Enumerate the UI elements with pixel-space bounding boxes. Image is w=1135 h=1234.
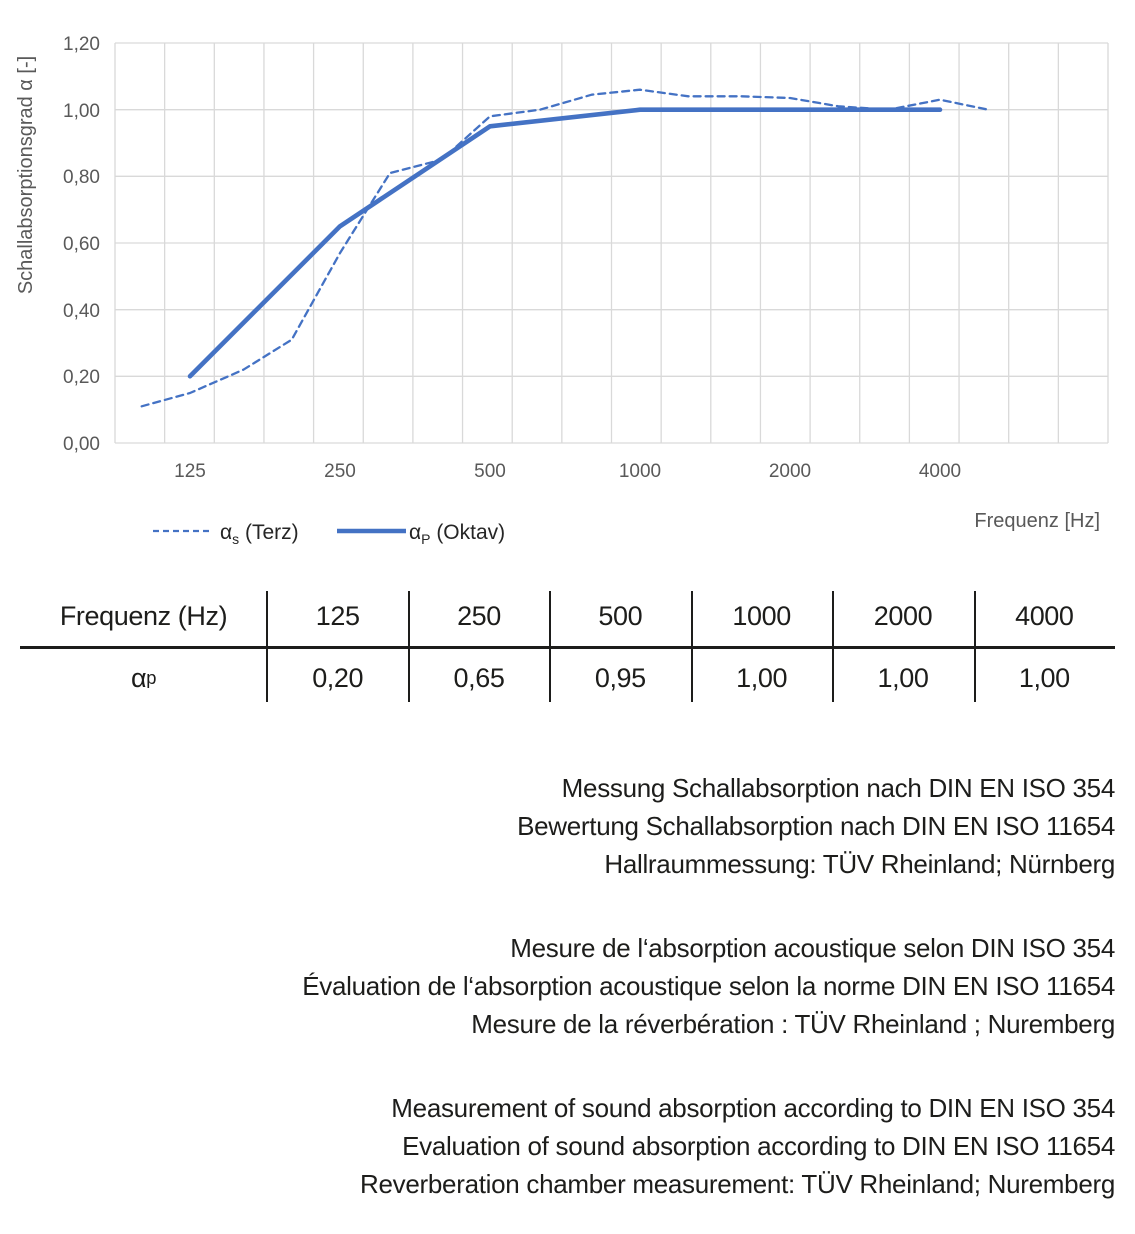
absorption-table (20, 586, 1115, 707)
legend-series-name: (Terz) (239, 521, 299, 544)
note-line: Evaluation of sound absorption according to DIN EN ISO 11654 (402, 1131, 1115, 1161)
legend-item-terz-label (220, 521, 299, 547)
table-column-divider (691, 591, 693, 702)
y-axis-tick-label: 1,20 (63, 34, 100, 55)
table-column-divider (974, 591, 976, 702)
chart-series (142, 90, 989, 407)
table-header-cell: 250 (457, 600, 501, 631)
note-line: Mesure de la réverbération : TÜV Rheinland ; Nuremberg (471, 1009, 1115, 1039)
table-column-divider (408, 591, 410, 702)
notes-german (20, 769, 1115, 883)
x-axis-tick-label: 2000 (768, 461, 812, 482)
note-line: Hallraummessung: TÜV Rheinland; Nürnberg (604, 849, 1115, 879)
alpha-symbol: α (130, 662, 147, 693)
x-axis-title: Frequenz [Hz] (974, 510, 1100, 532)
table-column-divider (549, 591, 551, 702)
legend-series-name: (Oktav) (430, 521, 506, 544)
legend-alpha: α (220, 521, 233, 544)
legend-alpha-subscript: P (421, 531, 431, 547)
table-value-cell: 1,00 (736, 662, 788, 693)
table-header-cell: 2000 (873, 600, 933, 631)
y-axis-tick-label: 0,00 (63, 434, 100, 455)
x-axis-tick-label: 1000 (618, 461, 662, 482)
absorption-chart (0, 0, 1135, 560)
series-alpha-s-terz (142, 90, 989, 407)
note-line: Évaluation de l‘absorption acoustique selon la norme DIN EN ISO 11654 (302, 971, 1115, 1001)
legend (153, 521, 505, 547)
table-header-cell: 125 (315, 600, 360, 631)
table-column-divider (266, 591, 268, 702)
y-axis-tick-label: 0,80 (63, 167, 100, 188)
note-line: Messung Schallabsorption nach DIN EN ISO 354 (561, 773, 1115, 803)
table-value-cell: 1,00 (1018, 662, 1070, 693)
note-line: Reverberation chamber measurement: TÜV Rheinland; Nuremberg (360, 1169, 1115, 1199)
table-header-cell: 1000 (732, 600, 791, 631)
table-value-cell: 0,95 (594, 662, 646, 693)
table-header-cell: Frequenz (Hz) (59, 600, 228, 631)
chart-area (0, 0, 1135, 560)
legend-alpha-subscript: s (232, 531, 240, 547)
x-axis-tick-label: 125 (174, 461, 206, 482)
x-axis-tick-label: 250 (324, 461, 356, 482)
table-value-cell: 0,65 (453, 662, 505, 693)
notes-english (20, 1089, 1115, 1203)
table-value-cell: 0,20 (312, 662, 364, 693)
y-axis-tick-label: 1,00 (63, 101, 100, 122)
note-line: Bewertung Schallabsorption nach DIN EN ISO 11654 (517, 811, 1115, 841)
legend-alpha: α (409, 521, 422, 544)
notes-section (20, 769, 1115, 1203)
table-column-divider (832, 591, 834, 702)
notes-french (20, 929, 1115, 1043)
x-axis-tick-label: 4000 (918, 461, 962, 482)
table-header-cell: 4000 (1015, 600, 1074, 631)
legend-item-oktav-label (409, 521, 505, 547)
note-line: Mesure de l‘absorption acoustique selon DIN ISO 354 (510, 933, 1115, 963)
alpha-p-row-label: α p (130, 662, 157, 693)
x-axis-tick-label: 500 (474, 461, 506, 482)
y-axis-tick-label: 0,60 (63, 234, 100, 255)
y-axis-tick-label: 0,40 (63, 301, 100, 322)
table-header-cell: 500 (598, 600, 643, 631)
table-value-cell: 1,00 (877, 662, 929, 693)
y-axis-title: Schallabsorptionsgrad α [-] (15, 55, 37, 295)
note-line: Measurement of sound absorption according to DIN EN ISO 354 (391, 1093, 1115, 1123)
y-axis-tick-label: 0,20 (63, 367, 100, 388)
